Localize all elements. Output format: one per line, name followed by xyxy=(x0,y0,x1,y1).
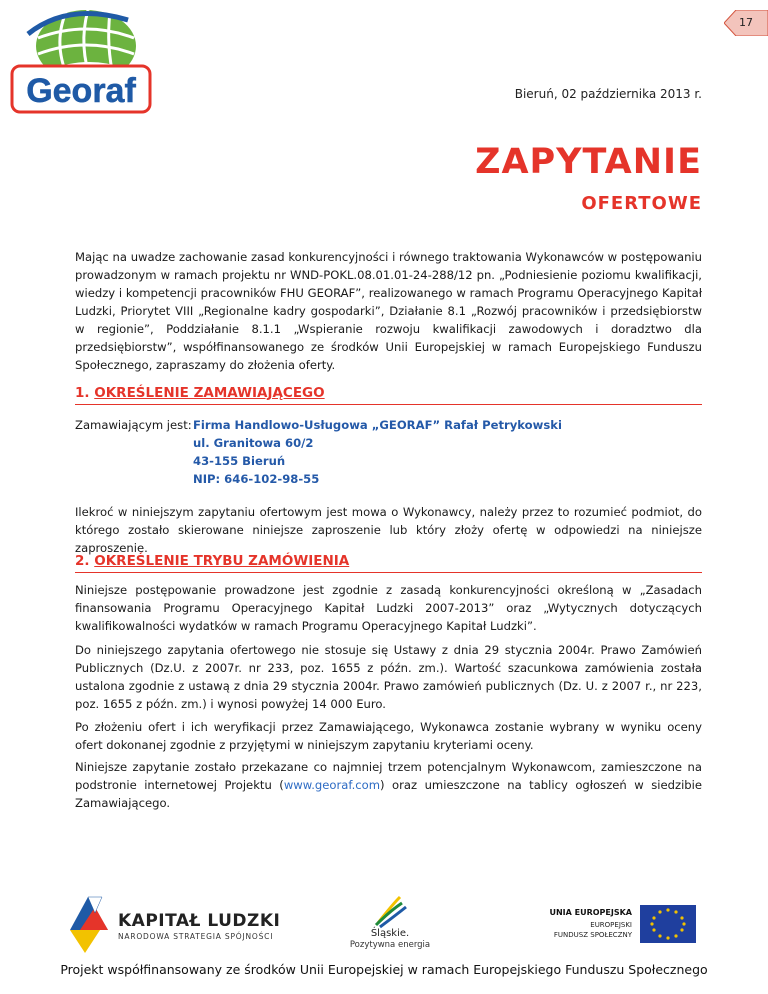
section-2-title: OKREŚLENIE TRYBU ZAMÓWIENIA xyxy=(94,553,350,569)
paragraph-4-after: ) oraz umieszczone na tablicy ogłoszeń w siedzibie Zamawiającego. xyxy=(75,778,703,810)
footer-text: Projekt współfinansowany ze środków Unii Europejskiej w ramach Europejskiego Funduszu Społecznego xyxy=(60,962,708,977)
eu-flag-icon xyxy=(640,905,696,943)
section-1-title: OKREŚLENIE ZAMAWIAJĄCEGO xyxy=(94,385,325,401)
eu-subtitle-1: EUROPEJSKI xyxy=(590,921,632,929)
slaskie-title: Śląskie. xyxy=(370,928,410,939)
eu-subtitle-2: FUNDUSZ SPOŁECZNY xyxy=(553,931,632,939)
intro-paragraph: Mając na uwadze zachowanie zasad konkurencyjności i równego traktowania Wykonawców w postępowaniu prowadzonym w ramach projektu nr WND-POKL.08.01.01-24-288/12 pn. „Podniesienie poziomu kwalifikacji, wiedzy i kompetencji pracowników FHU GEORAF”, realizowanego w ramach Programu Operacyjnego Kapitał Ludzki, Priorytet VIII „Regionalne kadry gospodarki”, Działanie 8.1 „Rozwój pracowników i przedsiębiorstw w regionie”, Poddziałanie 8.1.1 „Wspieranie rozwoju kwalifikacji zawodowych i doradztwo dla przedsiębiorstw”, współfinansowanego ze środków Unii Europejskiej w ramach Europejskiego Funduszu Społecznego, zapraszamy do złożenia oferty. xyxy=(75,250,702,372)
page-number: 17 xyxy=(739,16,753,29)
document-title: ZAPYTANIE xyxy=(475,142,702,182)
document-subtitle: OFERTOWE xyxy=(581,193,702,214)
contracting-party-block xyxy=(75,416,562,486)
company-street: ul. Granitowa 60/2 xyxy=(193,436,314,450)
section-2-paragraph-2: Do niniejszego zapytania ofertowego nie stosuje się Ustawy z dnia 29 stycznia 2004r. Prawo Zamówień Publicznych (Dz.U. z 2007r. nr 233, poz. 1655 z późn. zm.). Wartość szacunkowa zamówienia została ustalona zgodnie z ustawą z dnia 29 stycznia 2004r. Prawo zamówień publicznych (Dz. U. z 2007 r., nr 223, poz. 1655 z późn. zm.) i wynosi powyżej 14 000 Euro. xyxy=(75,643,702,711)
georaf-logo xyxy=(8,6,158,116)
kapital-ludzki-title: KAPITAŁ LUDZKI xyxy=(118,911,281,931)
slaskie-swoosh-icon xyxy=(376,897,406,927)
slaskie-subtitle: Pozytywna energia xyxy=(349,940,431,950)
section-2-rule xyxy=(75,572,702,573)
section-2-number: 2. xyxy=(75,553,90,569)
company-nip: NIP: 646-102-98-55 xyxy=(193,472,320,486)
section-2-paragraph-4 xyxy=(75,758,702,812)
contracting-party-details xyxy=(193,416,613,488)
website-link[interactable]: www.georaf.com xyxy=(283,778,381,792)
kapital-ludzki-emblem-icon xyxy=(70,897,108,953)
kapital-ludzki-subtitle: NARODOWA STRATEGIA SPÓJNOŚCI xyxy=(118,932,274,941)
section-2-paragraph-1: Niniejsze postępowanie prowadzone jest zgodnie z zasadą konkurencyjności określoną w „Zasadach finansowania Programu Operacyjnego Kapitał Ludzki 2007-2013” oraz „Wytycznych dotyczących kwalifikowalności wydatków w ramach Programu Operacyjnego Kapitał Ludzki”. xyxy=(75,583,702,633)
eu-title: UNIA EUROPEJSKA xyxy=(549,908,632,917)
section-2-heading xyxy=(75,553,702,569)
paragraph-4-before: Niniejsze zapytanie zostało przekazane co najmniej trzem potencjalnym Wykonawcom, zamieszczone na podstronie internetowej Projektu ( xyxy=(75,760,702,792)
section-1-number: 1. xyxy=(75,385,90,401)
logo-wordmark: Georaf xyxy=(26,72,136,110)
company-city: 43-155 Bieruń xyxy=(193,454,286,468)
contractor-definition: Ilekroć w niniejszym zapytaniu ofertowym jest mowa o Wykonawcy, należy przez to rozumieć podmiot, do którego zostało skierowane niniejsze zaproszenie lub który złoży ofertę w odpowiedzi na niniejsze zaproszenie. xyxy=(75,505,702,555)
date-line: Bieruń, 02 października 2013 r. xyxy=(514,87,702,101)
section-1-heading xyxy=(75,385,702,401)
section-1-rule xyxy=(75,404,702,405)
globe-logo-icon xyxy=(8,6,158,116)
company-name: Firma Handlowo-Usługowa „GEORAF” Rafał Petrykowski xyxy=(193,418,562,432)
page-number-badge xyxy=(724,10,768,36)
contracting-party-label: Zamawiającym jest: xyxy=(75,418,192,432)
section-2-paragraph-3: Po złożeniu ofert i ich weryfikacji przez Zamawiającego, Wykonawca zostanie wybrany w wyniku oceny ofert dokonanej zgodnie z przyjętymi w niniejszym zapytaniu kryteriami oceny. xyxy=(75,720,702,752)
